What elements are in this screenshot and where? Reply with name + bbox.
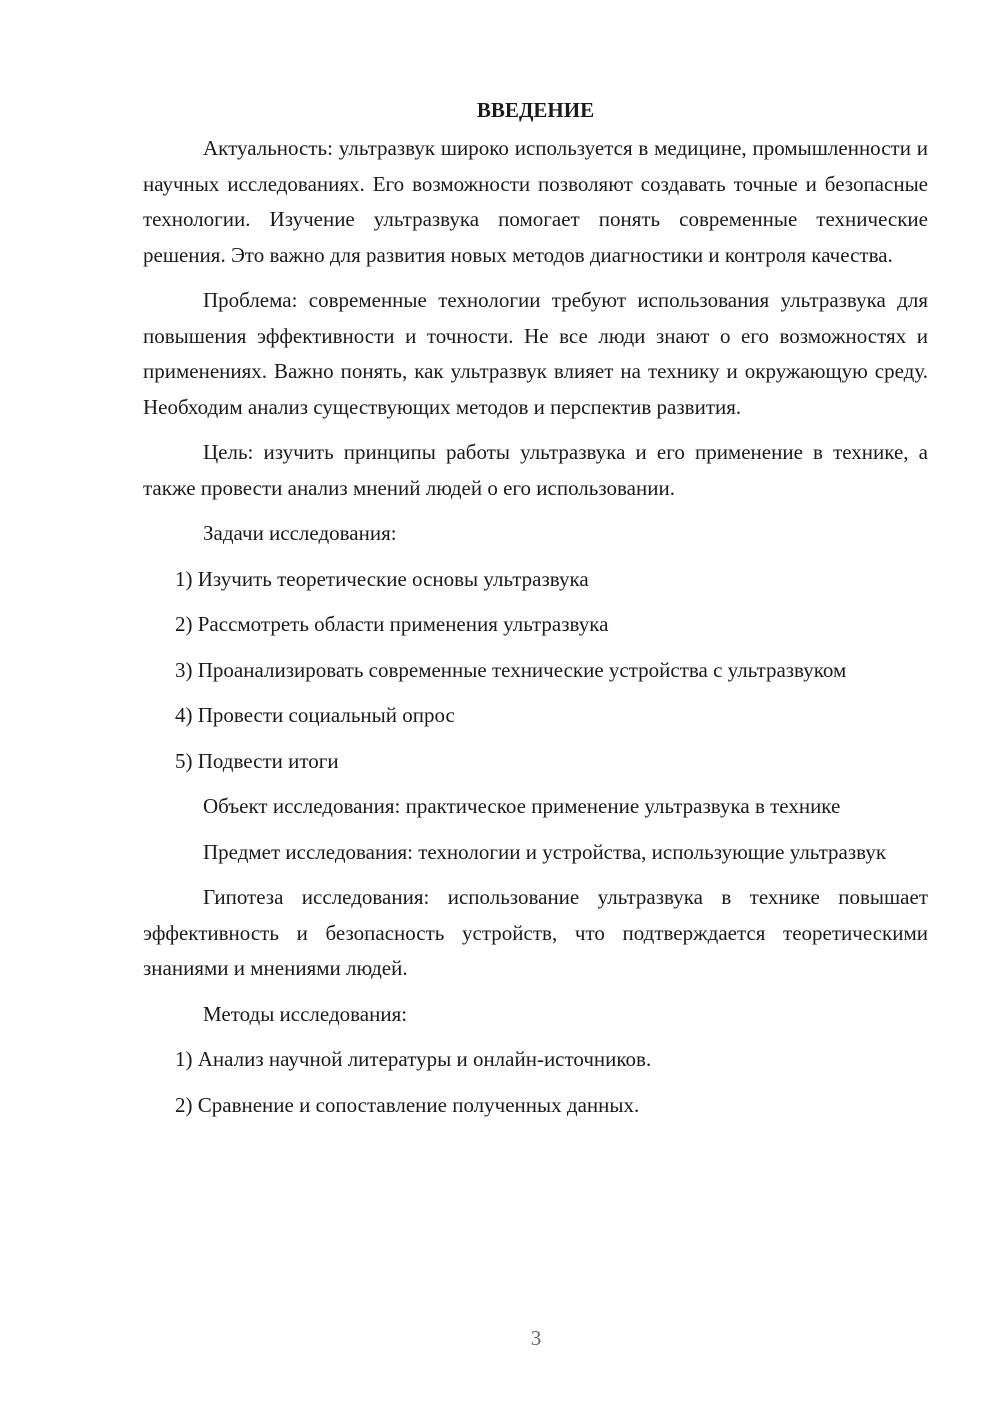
- task-item: 1) Изучить теоретические основы ультразвука: [175, 566, 589, 591]
- object-paragraph: Объект исследования: практическое применение ультразвука в технике: [203, 794, 841, 818]
- task-item: 2) Рассмотреть области применения ультразвука: [175, 612, 609, 636]
- task-item: 4) Провести социальный опрос: [175, 703, 455, 727]
- method-item: 1) Анализ научной литературы и онлайн-источников.: [175, 1047, 652, 1071]
- task-item: 5) Подвести итоги: [175, 748, 339, 773]
- task-item: 3) Проанализировать современные технические устройства с ультразвуком: [175, 657, 847, 682]
- tasks-heading: Задачи исследования:: [203, 521, 397, 545]
- document-page: [143, 96, 928, 1133]
- problem-paragraph: Проблема: современные технологии требуют использования ультразвука для повышения эффективности и точности. Не все люди знают о его возможностях и применениях. Важно понять, как ультразвук влияет на технику и окружающую среду. Необходим анализ существующих методов и перспектив развития.: [143, 288, 928, 419]
- hypothesis-paragraph: Гипотеза исследования: использование ультразвука в технике повышает эффективность и безопасность устройств, что подтверждается теоретическими знаниями и мнениями людей.: [143, 885, 928, 980]
- method-item: 2) Сравнение и сопоставление полученных данных.: [175, 1092, 640, 1117]
- subject-paragraph: Предмет исследования: технологии и устройства, использующие ультразвук: [203, 839, 887, 864]
- relevance-paragraph: Актуальность: ультразвук широко используется в медицине, промышленности и научных исследованиях. Его возможности позволяют создавать точные и безопасные технологии. Изучение ультразвука помогает понять современные технические решения. Это важно для развития новых методов диагностики и контроля качества.: [143, 136, 928, 267]
- page-number: 3: [530, 1326, 542, 1350]
- methods-heading: Методы исследования:: [203, 1001, 408, 1026]
- goal-paragraph: Цель: изучить принципы работы ультразвука и его применение в технике, а также провести анализ мнений людей о его использовании.: [143, 440, 928, 500]
- page-title: ВВЕДЕНИЕ: [476, 98, 595, 122]
